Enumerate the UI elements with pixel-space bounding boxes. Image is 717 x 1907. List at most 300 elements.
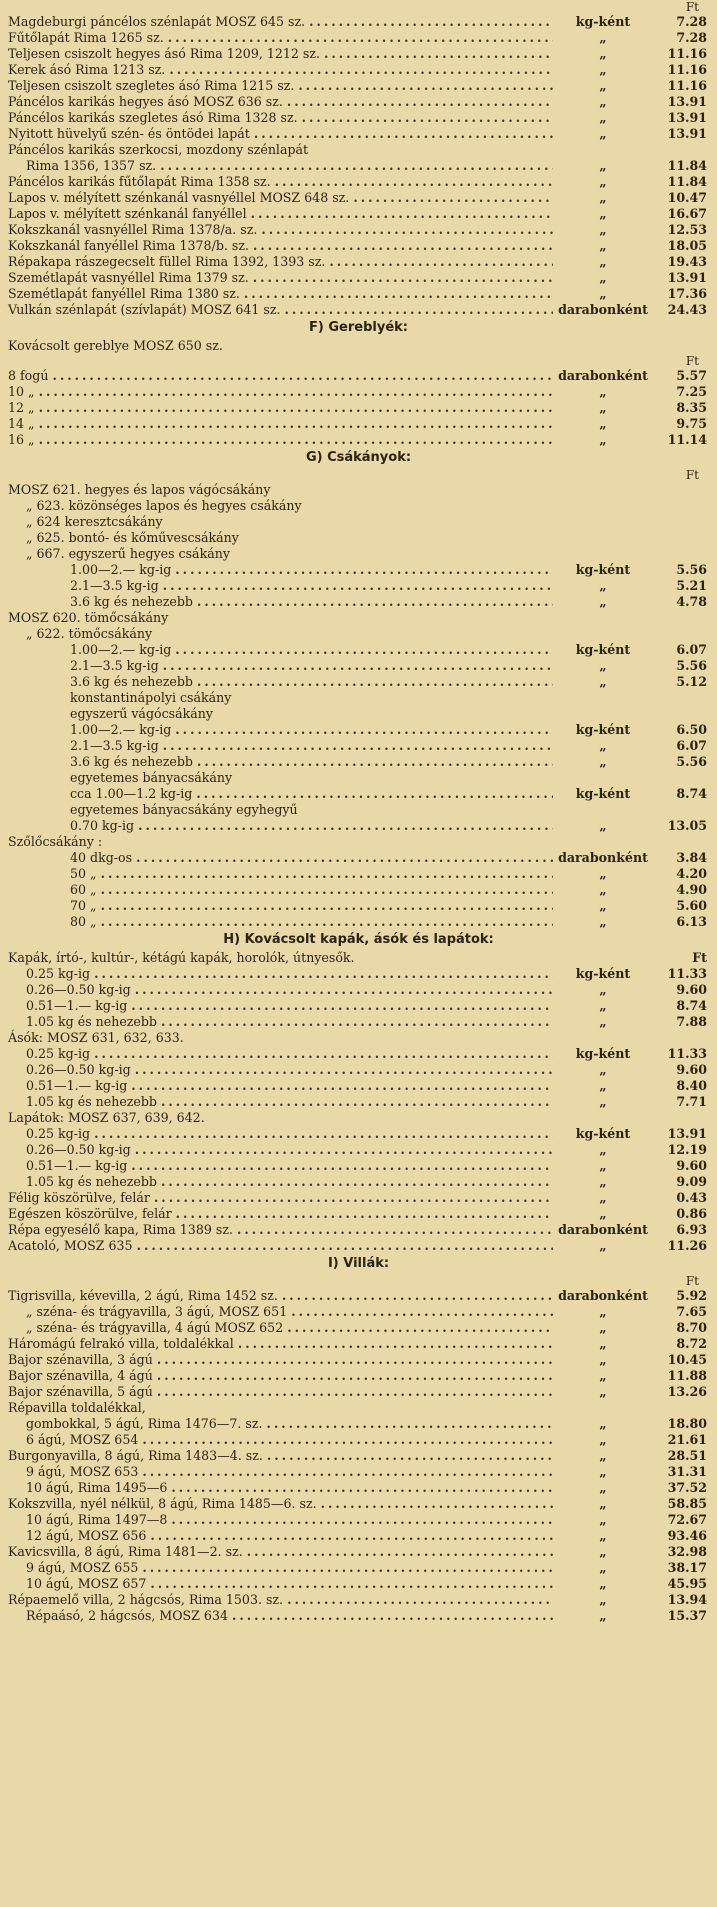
item-name: 9 ágú, MOSZ 653	[26, 1464, 139, 1479]
leader-dots	[251, 206, 553, 222]
item-unit: „	[599, 432, 607, 447]
item-price: 13.94	[667, 1592, 707, 1607]
leader-dots	[197, 594, 553, 610]
item-unit: „	[599, 222, 607, 237]
item-name: „ 622. tömőcsákány	[26, 626, 153, 641]
price-row	[0, 94, 717, 110]
leader-dots	[298, 78, 553, 94]
item-unit: „	[599, 1480, 607, 1495]
item-price: 13.26	[667, 1384, 707, 1399]
item-price: 8.72	[676, 1336, 707, 1351]
item-name: Páncélos karikás szegletes ásó Rima 1328 sz.	[8, 110, 298, 125]
item-unit: „	[599, 658, 607, 673]
item-price: 19.43	[667, 254, 707, 269]
item-unit: „	[599, 1576, 607, 1591]
item-name: Répavilla toldalékkal,	[8, 1400, 146, 1415]
item-unit: „	[599, 882, 607, 897]
item-price: 18.80	[667, 1416, 707, 1431]
leader-dots	[287, 1320, 553, 1336]
price-row	[0, 158, 717, 174]
leader-dots	[138, 818, 553, 834]
item-price: 3.84	[676, 850, 707, 865]
item-name: 0.51—1.— kg-ig	[26, 998, 128, 1013]
leader-dots	[196, 786, 553, 802]
leader-dots	[157, 1352, 553, 1368]
price-row	[0, 1560, 717, 1576]
item-name: 0.26—0.50 kg-ig	[26, 982, 131, 997]
item-unit: „	[599, 126, 607, 141]
section-g-ft: Ft	[685, 468, 699, 482]
item-unit: „	[599, 1336, 607, 1351]
item-price: 11.33	[667, 966, 707, 981]
item-unit: kg-ként	[575, 1046, 631, 1061]
item-unit: kg-ként	[575, 786, 631, 801]
item-price: 24.43	[667, 302, 707, 317]
item-price: 45.95	[667, 1576, 707, 1591]
leader-dots	[94, 966, 553, 982]
price-row	[0, 78, 717, 94]
price-row	[0, 1014, 717, 1030]
leader-dots	[285, 302, 554, 318]
item-price: 5.56	[676, 562, 707, 577]
item-name: Kokszkanál fanyéllel Rima 1378/b. sz.	[8, 238, 249, 253]
leader-dots	[131, 1078, 553, 1094]
item-unit: kg-ként	[575, 722, 631, 737]
price-row	[0, 368, 717, 384]
section-forks	[0, 1288, 717, 1624]
price-row	[0, 546, 717, 562]
price-row	[0, 866, 717, 882]
leader-dots	[163, 738, 553, 754]
item-price: 28.51	[667, 1448, 707, 1463]
item-name: Fűtőlapát Rima 1265 sz.	[8, 30, 164, 45]
item-name: 0.51—1.— kg-ig	[26, 1078, 128, 1093]
price-row	[0, 754, 717, 770]
price-row	[0, 384, 717, 400]
item-name: 2.1—3.5 kg-ig	[70, 578, 159, 593]
item-name: „ széna- és trágyavilla, 4 ágú MOSZ 652	[26, 1320, 284, 1335]
item-unit: „	[599, 94, 607, 109]
leader-dots	[197, 754, 553, 770]
price-row	[0, 1126, 717, 1142]
price-row	[0, 62, 717, 78]
leader-dots	[254, 126, 553, 142]
item-unit: „	[599, 866, 607, 881]
leader-dots	[302, 110, 553, 126]
item-name: 40 dkg-os	[70, 850, 133, 865]
item-name: egyetemes bányacsákány	[70, 770, 233, 785]
leader-dots	[275, 174, 553, 190]
item-name: konstantinápolyi csákány	[70, 690, 232, 705]
price-row	[0, 1576, 717, 1592]
item-unit: „	[599, 384, 607, 399]
price-row	[0, 626, 717, 642]
price-row	[0, 1110, 717, 1126]
price-row	[0, 1190, 717, 1206]
item-price: 8.74	[676, 786, 707, 801]
item-unit: darabonként	[558, 850, 648, 865]
leader-dots	[197, 674, 553, 690]
leader-dots	[157, 1384, 553, 1400]
price-row	[0, 238, 717, 254]
item-unit: „	[599, 190, 607, 205]
item-price: 12.19	[667, 1142, 707, 1157]
item-name: 10 ágú, Rima 1497—8	[26, 1512, 168, 1527]
leader-dots	[175, 562, 553, 578]
price-row	[0, 302, 717, 318]
item-unit: „	[599, 1142, 607, 1157]
item-unit: „	[599, 818, 607, 833]
item-name: 3.6 kg és nehezebb	[70, 674, 193, 689]
price-row	[0, 1158, 717, 1174]
item-price: 9.60	[676, 1062, 707, 1077]
leader-dots	[175, 722, 553, 738]
price-row	[0, 400, 717, 416]
price-row	[0, 950, 717, 966]
item-price: 5.21	[676, 578, 707, 593]
item-name: „ 623. közönséges lapos és hegyes csákány	[26, 498, 302, 513]
item-name: 1.05 kg és nehezebb	[26, 1014, 157, 1029]
item-unit: „	[599, 1158, 607, 1173]
item-name: Kerek ásó Rima 1213 sz.	[8, 62, 166, 77]
item-name: Acatoló, MOSZ 635	[8, 1238, 133, 1253]
item-price: 8.70	[676, 1320, 707, 1335]
price-row	[0, 1336, 717, 1352]
price-row	[0, 738, 717, 754]
leader-dots	[329, 254, 553, 270]
item-unit: „	[599, 1448, 607, 1463]
leader-dots	[175, 642, 553, 658]
price-row	[0, 254, 717, 270]
price-row	[0, 30, 717, 46]
item-name: Rima 1356, 1357 sz.	[26, 158, 157, 173]
item-price: 6.93	[676, 1222, 707, 1237]
price-row	[0, 898, 717, 914]
leader-dots	[101, 882, 553, 898]
item-unit: kg-ként	[575, 966, 631, 981]
price-row	[0, 270, 717, 286]
item-unit: darabonként	[558, 1222, 648, 1237]
item-price: 5.12	[676, 674, 707, 689]
leader-dots	[150, 1528, 553, 1544]
price-row	[0, 1592, 717, 1608]
leader-dots	[39, 384, 553, 400]
item-name: Páncélos karikás fűtőlapát Rima 1358 sz.	[8, 174, 271, 189]
item-name: 10 „	[8, 384, 35, 399]
item-name: gombokkal, 5 ágú, Rima 1476—7. sz.	[26, 1416, 263, 1431]
leader-dots	[154, 1190, 553, 1206]
item-unit: „	[599, 174, 607, 189]
price-row	[0, 770, 717, 786]
leader-dots	[135, 1142, 553, 1158]
price-row	[0, 46, 717, 62]
leader-dots	[135, 1062, 553, 1078]
leader-dots	[176, 1206, 553, 1222]
price-row	[0, 1238, 717, 1254]
item-unit: „	[599, 578, 607, 593]
item-price: 5.56	[676, 754, 707, 769]
leader-dots	[244, 286, 553, 302]
leader-dots	[161, 1094, 553, 1110]
item-unit: „	[599, 1190, 607, 1205]
price-row	[0, 1222, 717, 1238]
item-unit: „	[599, 998, 607, 1013]
item-name: Teljesen csiszolt szegletes ásó Rima 1215 sz.	[8, 78, 295, 93]
leader-dots	[287, 1592, 553, 1608]
item-unit: „	[599, 1238, 607, 1253]
price-row	[0, 642, 717, 658]
item-unit: „	[599, 158, 607, 173]
price-row	[0, 142, 717, 158]
item-price: 9.60	[676, 982, 707, 997]
price-row	[0, 1416, 717, 1432]
leader-dots	[324, 46, 553, 62]
price-row	[0, 690, 717, 706]
price-row	[0, 174, 717, 190]
price-row	[0, 966, 717, 982]
item-name: 0.26—0.50 kg-ig	[26, 1062, 131, 1077]
price-row	[0, 1400, 717, 1416]
section-rakes	[0, 368, 717, 448]
leader-dots	[291, 1304, 553, 1320]
item-name: 10 ágú, MOSZ 657	[26, 1576, 147, 1591]
item-price: 11.26	[667, 1238, 707, 1253]
price-row	[0, 416, 717, 432]
price-row	[0, 610, 717, 626]
price-row	[0, 530, 717, 546]
item-price: 7.88	[676, 1014, 707, 1029]
item-name: Répa egyesélő kapa, Rima 1389 sz.	[8, 1222, 233, 1237]
price-row	[0, 914, 717, 930]
item-unit: „	[599, 110, 607, 125]
price-row	[0, 1448, 717, 1464]
leader-dots	[39, 416, 553, 432]
leader-dots	[161, 1174, 553, 1190]
item-unit: „	[599, 1078, 607, 1093]
section-i-title: I) Villák:	[327, 1256, 390, 1271]
price-row	[0, 1512, 717, 1528]
item-price: 11.84	[667, 174, 707, 189]
item-name: Tigrisvilla, kévevilla, 2 ágú, Rima 1452 sz.	[8, 1288, 278, 1303]
leader-dots	[237, 1222, 553, 1238]
item-unit: „	[599, 738, 607, 753]
price-row	[0, 1464, 717, 1480]
item-unit: „	[599, 1206, 607, 1221]
item-price: 11.14	[667, 432, 707, 447]
item-name: 2.1—3.5 kg-ig	[70, 738, 159, 753]
price-row	[0, 514, 717, 530]
item-unit: „	[599, 1352, 607, 1367]
price-row	[0, 1496, 717, 1512]
leader-dots	[168, 30, 553, 46]
price-row	[0, 982, 717, 998]
price-row	[0, 14, 717, 30]
item-price: 11.16	[667, 62, 707, 77]
item-name: 12 „	[8, 400, 35, 415]
price-row	[0, 562, 717, 578]
item-name: „ 667. egyszerű hegyes csákány	[26, 546, 230, 561]
section-shovels	[0, 14, 717, 318]
leader-dots	[142, 1432, 553, 1448]
item-unit: „	[599, 270, 607, 285]
price-row	[0, 998, 717, 1014]
item-name: Ásók: MOSZ 631, 632, 633.	[8, 1030, 184, 1045]
item-name: 0.25 kg-ig	[26, 966, 91, 981]
price-row	[0, 126, 717, 142]
price-row	[0, 1544, 717, 1560]
item-name: 9 ágú, MOSZ 655	[26, 1560, 139, 1575]
leader-dots	[163, 658, 553, 674]
item-unit: „	[599, 1432, 607, 1447]
item-name: 3.6 kg és nehezebb	[70, 754, 193, 769]
item-name: Szemétlapát fanyéllel Rima 1380 sz.	[8, 286, 240, 301]
leader-dots	[171, 1512, 553, 1528]
leader-dots	[39, 432, 553, 448]
item-unit: „	[599, 982, 607, 997]
item-price: 16.67	[667, 206, 707, 221]
price-row	[0, 1608, 717, 1624]
price-row	[0, 578, 717, 594]
price-row	[0, 1030, 717, 1046]
item-unit: „	[599, 400, 607, 415]
item-unit: „	[599, 416, 607, 431]
item-name: Répakapa rászegecselt füllel Rima 1392, 1393 sz.	[8, 254, 326, 269]
item-name: 50 „	[70, 866, 97, 881]
item-price: 11.88	[667, 1368, 707, 1383]
section-g-title: G) Csákányok:	[305, 450, 412, 465]
item-unit: „	[599, 1496, 607, 1511]
item-price: 21.61	[667, 1432, 707, 1447]
leader-dots	[135, 982, 553, 998]
leader-dots	[247, 1544, 553, 1560]
item-name: Lapátok: MOSZ 637, 639, 642.	[8, 1110, 205, 1125]
price-row	[0, 1062, 717, 1078]
leader-dots	[161, 1014, 553, 1030]
price-row	[0, 722, 717, 738]
leader-dots	[321, 1496, 553, 1512]
price-row	[0, 594, 717, 610]
item-unit: „	[599, 238, 607, 253]
item-name: egyetemes bányacsákány egyhegyű	[70, 802, 298, 817]
item-unit: darabonként	[558, 1288, 648, 1303]
leader-dots	[94, 1126, 553, 1142]
item-price: 7.28	[676, 30, 707, 45]
leader-dots	[171, 1480, 553, 1496]
item-unit: „	[599, 754, 607, 769]
item-name: Szőlőcsákány :	[8, 834, 103, 849]
price-row	[0, 1078, 717, 1094]
item-price: 13.91	[667, 1126, 707, 1141]
item-name: 2.1—3.5 kg-ig	[70, 658, 159, 673]
price-row	[0, 222, 717, 238]
item-price: 38.17	[667, 1560, 707, 1575]
item-unit: „	[599, 1544, 607, 1559]
price-row	[0, 432, 717, 448]
item-price: 8.74	[676, 998, 707, 1013]
price-row	[0, 482, 717, 498]
item-name: 1.00—2.— kg-ig	[70, 642, 172, 657]
item-name: 16 „	[8, 432, 35, 447]
item-name: Páncélos karikás szerkocsi, mozdony szénlapát	[8, 142, 309, 157]
item-price: 6.07	[676, 642, 707, 657]
leader-dots	[309, 14, 553, 30]
leader-dots	[261, 222, 553, 238]
price-row	[0, 286, 717, 302]
price-row	[0, 1320, 717, 1336]
leader-dots	[142, 1464, 553, 1480]
item-price: 5.92	[676, 1288, 707, 1303]
leader-dots	[136, 850, 553, 866]
price-row	[0, 206, 717, 222]
item-name: MOSZ 621. hegyes és lapos vágócsákány	[8, 482, 271, 497]
item-name: 10 ágú, Rima 1495—6	[26, 1480, 168, 1495]
leader-dots	[39, 400, 553, 416]
item-unit: kg-ként	[575, 14, 631, 29]
item-price: 7.25	[676, 384, 707, 399]
item-name: Kokszkanál vasnyéllel Rima 1378/a. sz.	[8, 222, 258, 237]
leader-dots	[101, 866, 553, 882]
item-name: Magdeburgi páncélos szénlapát MOSZ 645 sz.	[8, 14, 306, 29]
price-row	[0, 674, 717, 690]
item-name: 6 ágú, MOSZ 654	[26, 1432, 139, 1447]
section-f-intro: Kovácsolt gereblye MOSZ 650 sz.	[8, 338, 223, 353]
leader-dots	[131, 998, 553, 1014]
price-row	[0, 1174, 717, 1190]
item-name: 1.05 kg és nehezebb	[26, 1174, 157, 1189]
price-row	[0, 1094, 717, 1110]
item-name: Répaásó, 2 hágcsós, MOSZ 634	[26, 1608, 228, 1623]
item-name: 0.25 kg-ig	[26, 1126, 91, 1141]
item-price: 5.60	[676, 898, 707, 913]
leader-dots	[150, 1576, 553, 1592]
item-name: Kokszvilla, nyél nélkül, 8 ágú, Rima 1485—6. sz.	[8, 1496, 317, 1511]
item-price: 11.16	[667, 46, 707, 61]
item-name: Kavicsvilla, 8 ágú, Rima 1481—2. sz.	[8, 1544, 243, 1559]
item-name: MOSZ 620. tömőcsákány	[8, 610, 169, 625]
item-unit: „	[599, 1062, 607, 1077]
price-row	[0, 658, 717, 674]
item-price: 11.84	[667, 158, 707, 173]
item-unit: „	[599, 594, 607, 609]
price-row	[0, 818, 717, 834]
leader-dots	[142, 1560, 553, 1576]
price-row	[0, 1384, 717, 1400]
item-unit: kg-ként	[575, 562, 631, 577]
item-unit: „	[599, 286, 607, 301]
price-row	[0, 1206, 717, 1222]
leader-dots	[52, 368, 553, 384]
leader-dots	[169, 62, 553, 78]
section-pickaxes	[0, 482, 717, 930]
item-name: Vulkán szénlapát (szívlapát) MOSZ 641 sz.	[8, 302, 281, 317]
item-price: 4.78	[676, 594, 707, 609]
price-row	[0, 1142, 717, 1158]
item-price: 37.52	[667, 1480, 707, 1495]
item-name: 1.05 kg és nehezebb	[26, 1094, 157, 1109]
item-name: 0.25 kg-ig	[26, 1046, 91, 1061]
item-price: 5.57	[676, 368, 707, 383]
price-row	[0, 498, 717, 514]
price-row	[0, 882, 717, 898]
leader-dots	[353, 190, 553, 206]
section-f-title: F) Gereblyék:	[309, 320, 408, 335]
item-unit: „	[599, 674, 607, 689]
item-unit: „	[599, 1320, 607, 1335]
item-unit: „	[599, 1304, 607, 1319]
item-price: 18.05	[667, 238, 707, 253]
item-price: 4.20	[676, 866, 707, 881]
item-price: 4.90	[676, 882, 707, 897]
